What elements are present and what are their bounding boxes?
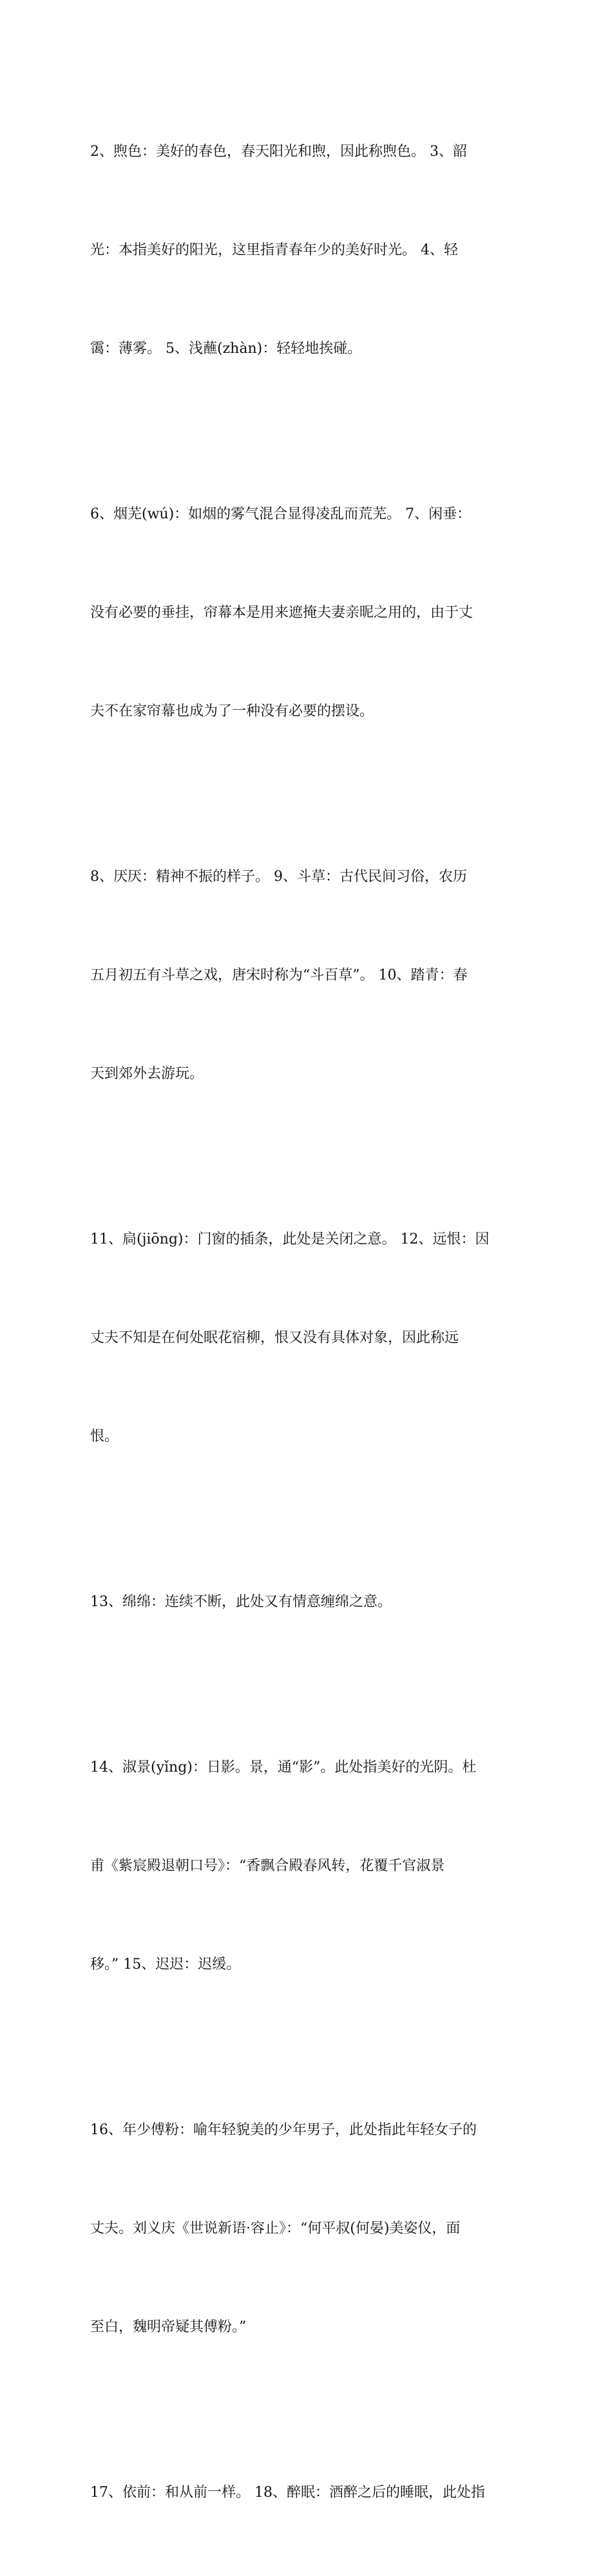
text-line: 没有必要的垂挂，帘幕本是用来遮掩夫妻亲昵之用的，由于丈 [90,605,473,621]
text-line: 14、淑景(yǐng)：日影。景，通“影”。此处指美好的光阴。杜 [90,1759,477,1776]
text-line: 天到郊外去游玩。 [90,1066,204,1082]
text-line: 恨。 [90,1428,119,1444]
paragraph-note-16 [90,2048,528,2409]
text-line: 夫不在家帘幕也成为了一种没有必要的摆设。 [90,703,374,719]
text-line: 至白，魏明帝疑其傅粉。” [90,2319,247,2335]
annotation-text [90,70,528,2576]
text-line: 13、绵绵：连续不断，此处又有情意缠绵之意。 [90,1594,392,1610]
text-line: 11、扃(jiōng)：门窗的插条，此处是关闭之意。 12、远恨：因 [90,1231,490,1247]
text-line: 丈夫。刘义庆《世说新语·容止》：“何平叔(何晏)美姿仪，面 [90,2221,461,2237]
text-line: 17、依前：和从前一样。 18、醉眠：酒醉之后的睡眠，此处指 [90,2485,485,2501]
text-line: 光：本指美好的阳光，这里指青春年少的美好时光。 4、轻 [90,242,458,258]
paragraph-notes-17-18 [90,2410,528,2575]
text-line: 8、厌厌：精神不振的样子。 9、斗草：古代民间习俗，农历 [90,869,467,885]
paragraph-note-13 [90,1520,528,1684]
text-line: 2、煦色：美好的春色，春天阳光和煦，因此称煦色。 3、韶 [90,144,467,160]
text-line: 16、年少傅粉：喻年轻貌美的少年男子，此处指此年轻女子的 [90,2122,477,2138]
text-line: 丈夫不知是在何处眠花宿柳，恨又没有具体对象，因此称远 [90,1330,459,1346]
paragraph-notes-2-5 [90,70,528,431]
paragraph-notes-8-10 [90,795,528,1156]
text-line: 甫《紫宸殿退朝口号》：“香飘合殿春风转，花覆千官淑景 [90,1858,445,1874]
paragraph-notes-11-12 [90,1157,528,1519]
text-line: 霭：薄雾。 5、浅蘸(zhàn)：轻轻地挨碰。 [90,341,362,357]
paragraph-notes-6-7 [90,432,528,793]
text-line: 6、烟芜(wú)：如烟的雾气混合显得凌乱而荒芜。 7、闲垂： [90,506,472,522]
paragraph-notes-14-15 [90,1685,528,2047]
text-line: 五月初五有斗草之戏，唐宋时称为“斗百草”。 10、踏青：春 [90,967,468,983]
text-line: 移。” 15、迟迟：迟缓。 [90,1956,241,1973]
